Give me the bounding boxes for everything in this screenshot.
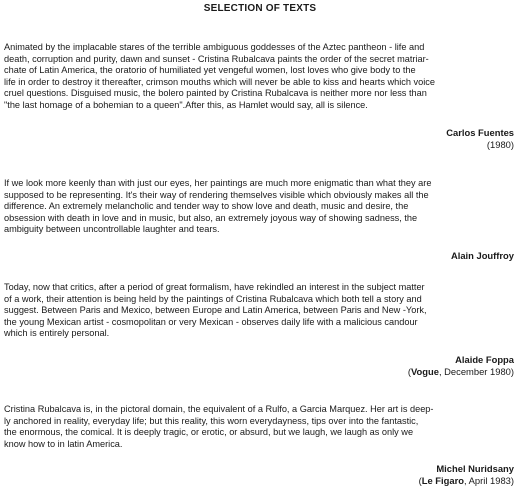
author-name: Michel Nuridsany — [436, 463, 514, 474]
quote-line: difference. An extremely melancholic and tender way to show love and death, music and desire, the — [4, 201, 409, 212]
quote-paragraph — [4, 178, 516, 236]
quote-line: Animated by the implacable stares of the terrible ambiguous goddesses of the Aztec pantheon - life and — [4, 42, 425, 52]
quote-attribution — [419, 463, 514, 487]
quote-line: supposed to be representing. It's their way of rendering themselves visible which obviously makes all the — [4, 189, 429, 200]
quote-line: Cristina Rubalcava is, in the pictoral domain, the equivalent of a Rulfo, a Garcia Marquez. Her art is deep- — [4, 404, 434, 414]
quote-line: death, corruption and purity, dawn and sunset - Cristina Rubalcava paints the order of the secret matriar- — [4, 53, 429, 64]
quote-attribution — [446, 127, 514, 151]
quote-line: cruel questions. Disguised music, the bolero painted by Cristina Rubalcava is neither more nor less than — [4, 88, 427, 99]
source-citation: (Vogue, December 1980) — [407, 366, 514, 377]
quote-line: Today, now that critics, after a period of great formalism, have rekindled an interest in the subject matter — [4, 282, 425, 292]
source-citation: (1980) — [486, 139, 514, 150]
quote-paragraph — [4, 404, 516, 450]
quote-line: "the last homage of a bohemian to a queen".After this, as Hamlet would say, all is silence. — [4, 99, 368, 110]
quote-line: obsession with death in love and in music, but also, an extremely joyous way of showing sadness, the — [4, 212, 418, 223]
quote-line: life in order to destroy it thereafter, crimson mouths which will never be able to kiss and hearts which voice — [4, 76, 435, 87]
author-name: Alain Jouffroy — [450, 250, 514, 261]
quote-line: ly anchored in reality, everyday life; but this reality, this worn everydayness, tips over into the fantastic, — [4, 415, 419, 426]
quote-line: chate of Latin America, the oratorio of humiliated yet vengeful women, lost loves who give body to the — [4, 65, 416, 76]
page-title: SELECTION OF TEXTS — [203, 3, 317, 14]
quote-line: If we look more keenly than with just our eyes, her paintings are much more enigmatic than what they are — [4, 178, 432, 188]
quote-line: of a work, their attention is being held by the paintings of Cristina Rubalcava which both tell a story and — [4, 293, 422, 304]
author-name: Alaide Foppa — [455, 354, 514, 365]
quote-line: ambiguity between uncontrollable laughter and tears. — [4, 224, 220, 235]
source-citation: (Le Figaro, April 1983) — [418, 475, 514, 486]
quote-paragraph — [4, 42, 516, 112]
quote-line: which is entirely personal. — [4, 328, 110, 339]
quote-attribution — [408, 354, 514, 378]
quote-attribution — [451, 250, 514, 262]
quote-line: the young Mexican artist - cosmopolitan or very Mexican - observes daily life with a malicious candour — [4, 316, 418, 327]
author-name: Carlos Fuentes — [446, 127, 514, 138]
quote-paragraph — [4, 282, 516, 340]
quote-line: know how to in latin America. — [4, 438, 123, 449]
quote-line: the enormous, the comical. It is deeply tragic, or erotic, or absurd, but we laugh, we laugh as only we — [4, 427, 414, 438]
quote-line: suggest. Between Paris and Mexico, between Europe and Latin America, between Paris and New -York, — [4, 305, 427, 316]
